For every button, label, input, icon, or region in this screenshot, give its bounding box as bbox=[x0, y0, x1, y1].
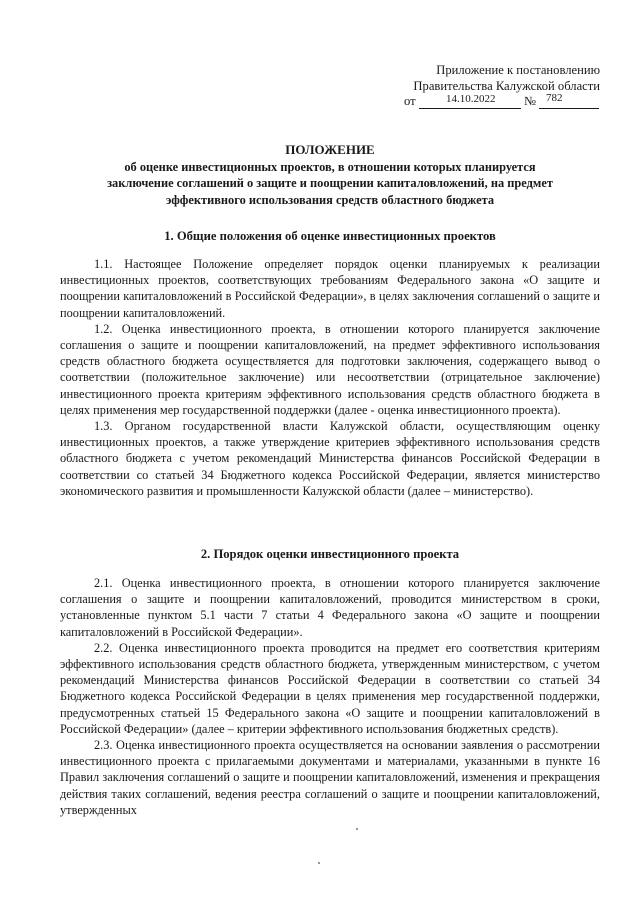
annex-line-2: Правительства Калужской области bbox=[413, 79, 600, 93]
number-underline bbox=[539, 108, 599, 109]
paragraph-2-1: 2.1. Оценка инвестиционного проекта, в отношении которого планируется заключение соглашения о защите и поощрении капиталовложений, проводится министерством в сроки, установленные пунктом 5.1 части 7 статьи 4 Федерального закона «О защите и поощрении капиталовложений в Российской Федерации». bbox=[60, 576, 600, 639]
title-sub-1: об оценке инвестиционных проектов, в отношении которых планируется bbox=[124, 159, 536, 174]
title-sub-3: эффективного использования средств областного бюджета bbox=[165, 192, 495, 207]
paragraph-1-1: 1.1. Настоящее Положение определяет порядок оценки планируемых к реализации инвестиционных проектов, соответствующих требованиям Федерального закона «О защите и поощрении капиталовложений в Российской Федерации», в целях заключения соглашений о защите и поощрении капиталовложений. bbox=[60, 257, 600, 320]
from-label: от bbox=[404, 94, 416, 108]
date-underline bbox=[419, 108, 521, 109]
paragraph-2-2: 2.2. Оценка инвестиционного проекта проводится на предмет его соответствия критериям эффективного использования средств областного бюджета, утвержденным министерством, с учетом рекомендаций Министерства финансов Российской Федерации в соответствии со статьей 34 Бюджетного кодекса Российской Федерации в целях применения мер государственной поддержки, предусмотренных статьей 15 Федерального закона «О защите и поощрении капиталовложений в Российской Федерации» (далее – критерии эффективного использования бюджетных средств). bbox=[60, 640, 600, 736]
annex-header bbox=[380, 62, 600, 94]
section-1-body bbox=[60, 256, 600, 499]
decree-number: 782 bbox=[546, 92, 563, 104]
annex-line-1: Приложение к постановлению bbox=[436, 63, 600, 77]
decree-date: 14.10.2022 bbox=[446, 93, 496, 105]
title-sub-2: заключение соглашений о защите и поощрении капиталовложений, на предмет bbox=[107, 176, 553, 190]
section-2-heading: 2. Порядок оценки инвестиционного проекта bbox=[200, 547, 460, 561]
number-label: № bbox=[524, 94, 537, 108]
section-2-body bbox=[60, 575, 600, 818]
paragraph-2-3: 2.3. Оценка инвестиционного проекта осуществляется на основании заявления о рассмотрении инвестиционного проекта с прилагаемыми документами и материалами, указанными в пункте 16 Правил заключения соглашений о защите и поощрении капиталовложений, изменения и прекращения действия таких соглашений, ведения реестра соглашений о защите и поощрении капиталовложений, утвержденных bbox=[60, 738, 600, 817]
scan-speck bbox=[356, 828, 358, 830]
section-1-heading: 1. Общие положения об оценке инвестиционных проектов bbox=[164, 229, 496, 243]
title-main: ПОЛОЖЕНИЕ bbox=[285, 142, 375, 157]
paragraph-1-3: 1.3. Органом государственной власти Калужской области, осуществляющим оценку инвестиционных проектов, а также утверждение критериев эффективного использования средств областного бюджета с учетом рекомендаций Министерства финансов Российской Федерации в соответствии со статьей 34 Бюджетного кодекса Российской Федерации, является министерство экономического развития и промышленности Калужской области (далее – министерство). bbox=[60, 419, 600, 498]
annex-reference bbox=[404, 94, 604, 112]
scan-speck bbox=[318, 862, 320, 864]
document-title bbox=[40, 142, 620, 208]
paragraph-1-2: 1.2. Оценка инвестиционного проекта, в отношении которого планируется заключение соглашения о защите и поощрении капиталовложений, на предмет эффективного использования средств областного бюджета осуществляется для подготовки заключения, содержащего вывод о соответствии (положительное заключение) или несоответствии (отрицательное заключение) инвестиционного проекта критериям эффективного использования средств областного бюджета в целях применения мер государственной поддержки (далее - оценка инвестиционного проекта). bbox=[60, 321, 600, 417]
